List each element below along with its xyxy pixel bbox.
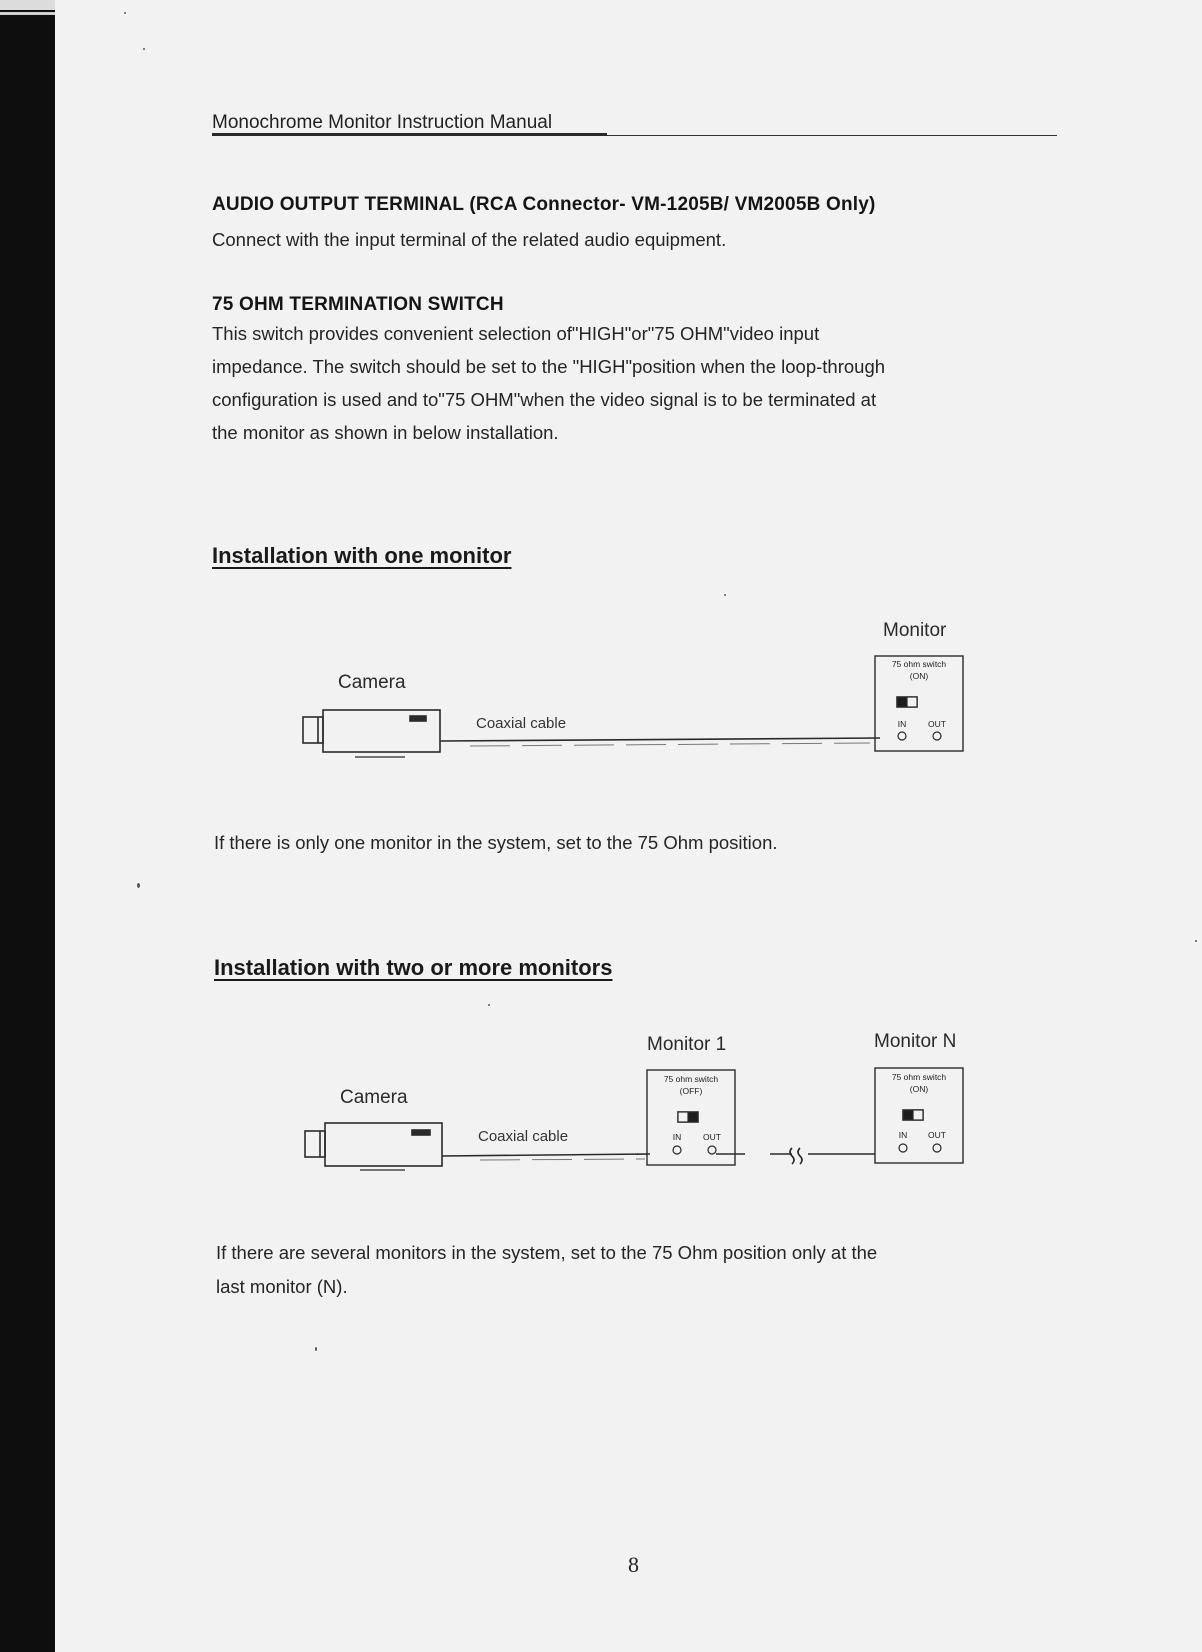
one-monitor-in-label: IN — [897, 719, 907, 729]
binding-mark — [0, 12, 55, 15]
monitor-n-switch-state: (ON) — [909, 1084, 929, 1094]
page-binding-edge — [0, 0, 55, 1652]
header-rule-accent — [212, 133, 607, 136]
manual-header-title: Monochrome Monitor Instruction Manual — [212, 112, 553, 133]
monitor-n-label: Monitor N — [874, 1031, 957, 1052]
camera-icon — [305, 1123, 442, 1170]
monitor-1-switch-label: 75 ohm switch — [663, 1074, 719, 1084]
monitor-1-label: Monitor 1 — [647, 1034, 727, 1055]
scan-speck — [143, 48, 145, 50]
termination-switch-heading: 75 OHM TERMINATION SWITCH — [212, 294, 504, 315]
audio-output-heading: AUDIO OUTPUT TERMINAL (RCA Connector- VM-1205B/ VM2005B Only) — [212, 194, 876, 215]
one-monitor-monitor-label: Monitor — [883, 620, 947, 641]
coaxial-cable-shadow — [470, 743, 870, 746]
multi-monitor-cable-label: Coaxial cable — [478, 1128, 569, 1145]
scan-speck — [1195, 940, 1197, 942]
one-monitor-section-title: Installation with one monitor — [212, 543, 512, 568]
coaxial-cable-1 — [442, 1154, 650, 1156]
coaxial-cable — [440, 738, 880, 741]
monitor-1-out-label: OUT — [703, 1132, 721, 1142]
monitor-1-switch-state: (OFF) — [679, 1086, 703, 1096]
monitor-n-in-label: IN — [898, 1130, 908, 1140]
audio-output-text: Connect with the input terminal of the related audio equipment. — [212, 229, 727, 250]
scan-speck — [137, 883, 140, 888]
multi-monitor-section-title: Installation with two or more monitors — [214, 955, 613, 980]
one-monitor-switch-state: (ON) — [909, 671, 929, 681]
monitor-rear-panel — [875, 656, 963, 751]
scan-speck — [724, 594, 726, 596]
multi-monitor-note-line-2: last monitor (N). — [216, 1276, 348, 1297]
monitor-n-rear-panel — [875, 1068, 963, 1163]
one-monitor-note: If there is only one monitor in the system, set to the 75 Ohm position. — [214, 832, 778, 853]
termination-switch-line-3: configuration is used and to"75 OHM"when the video signal is to be terminated at — [212, 389, 877, 410]
monitor-1-rear-panel — [647, 1070, 735, 1165]
termination-switch-line-4: the monitor as shown in below installation. — [212, 422, 559, 443]
coaxial-cable-1-shadow — [480, 1159, 645, 1160]
multi-monitor-diagram — [305, 1068, 963, 1170]
multi-monitor-note-line-1: If there are several monitors in the system, set to the 75 Ohm position only at the — [216, 1242, 878, 1263]
one-monitor-camera-label: Camera — [338, 672, 406, 693]
scan-speck — [124, 12, 126, 14]
scan-speck — [488, 1004, 490, 1006]
termination-switch-line-1: This switch provides convenient selection of"HIGH"or"75 OHM"video input — [212, 323, 820, 344]
binding-notch — [0, 0, 55, 10]
one-monitor-cable-label: Coaxial cable — [476, 715, 567, 732]
monitor-n-out-label: OUT — [928, 1130, 946, 1140]
one-monitor-switch-label: 75 ohm switch — [891, 659, 947, 669]
monitor-1-in-label: IN — [672, 1132, 682, 1142]
scan-speck — [315, 1347, 317, 1351]
termination-switch-line-2: impedance. The switch should be set to the "HIGH"position when the loop-through — [212, 356, 886, 377]
monitor-n-switch-label: 75 ohm switch — [891, 1072, 947, 1082]
camera-icon — [303, 710, 440, 757]
multi-monitor-camera-label: Camera — [340, 1087, 408, 1108]
page-number: 8 — [628, 1552, 639, 1577]
daisy-chain-link — [716, 1148, 875, 1164]
one-monitor-out-label: OUT — [928, 719, 946, 729]
